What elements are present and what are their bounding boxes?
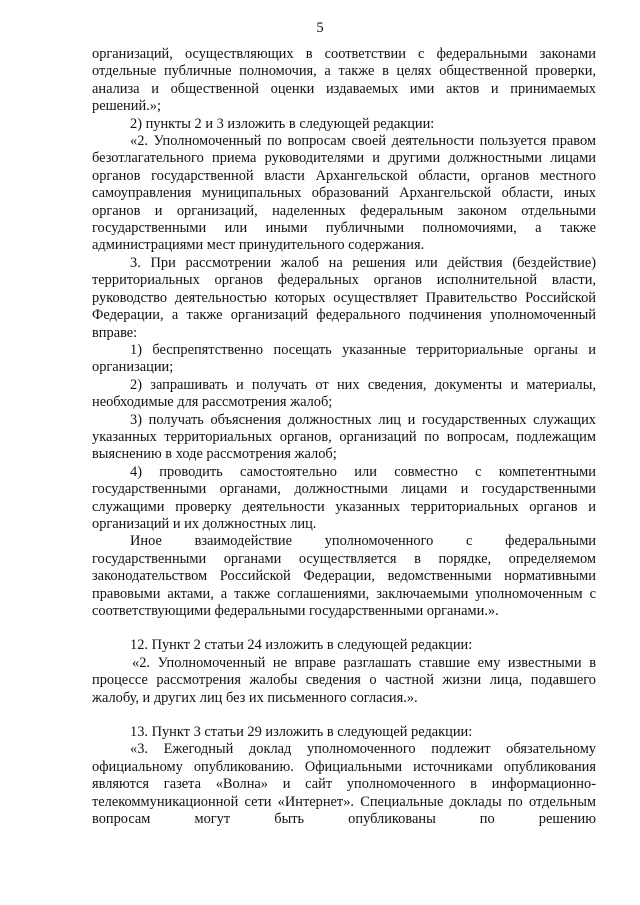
paragraph-gap bbox=[92, 620, 596, 637]
paragraph-gap bbox=[92, 707, 596, 724]
paragraph-item-12: 12. Пункт 2 статьи 24 изложить в следующей редакции: bbox=[130, 637, 473, 654]
paragraph-item-13: 13. Пункт 3 статьи 29 изложить в следующей редакции: bbox=[130, 724, 473, 741]
paragraph-subitem-1: 1) беспрепятственно посещать указанные территориальные органы и организации; bbox=[92, 341, 596, 376]
document-body bbox=[92, 46, 596, 828]
paragraph-item-12-text: «2. Уполномоченный не вправе разглашать ставшие ему известными в процессе рассмотрения жалобы сведения о частной жизни лица, подавшего жалобу, и других лиц без их письменного согласия.». bbox=[92, 654, 596, 706]
paragraph-subitem-4: 4) проводить самостоятельно или совместно с компетентными государственными органами, должностными лицами и государственными служащими проверку деятельности указанных территориальных органов и организаций и их должностных лиц. bbox=[92, 463, 596, 532]
paragraph-point-3: 3. При рассмотрении жалоб на решения или действия (бездействие) территориальных органов федеральных органов исполнительной власти, руководство деятельностью которых осуществляет Правительство Российской Федерации, а также организаций федерального подчинения уполномоченный вправе: bbox=[92, 254, 596, 341]
paragraph-point-2: «2. Уполномоченный по вопросам своей деятельности пользуется правом безотлагательного приема руководителями и другими должностными лицами органов государственной власти Архангельской области, органов местного самоуправления муниципальных образований Архангельской области, иных органов и организаций, наделенных федеральным законом отдельными государственными или иными публичными полномочиями, а также администрациями мест принудительного содержания. bbox=[92, 133, 596, 254]
paragraph-continuation: организаций, осуществляющих в соответствии с федеральными законами отдельные публичные полномочия, а также в целях общественной проверки, анализа и общественной оценки издаваемых ими актов и принимаемых решений.»; bbox=[92, 46, 596, 115]
paragraph-item-2: 2) пункты 2 и 3 изложить в следующей редакции: bbox=[130, 115, 435, 132]
page-number: 5 bbox=[316, 20, 324, 36]
paragraph-subitem-2: 2) запрашивать и получать от них сведения, документы и материалы, необходимые для рассмотрения жалоб; bbox=[92, 376, 596, 411]
paragraph-subitem-3: 3) получать объяснения должностных лиц и государственных служащих указанных территориальных органов, организаций по вопросам, подлежащим выяснению в ходе рассмотрения жалоб; bbox=[92, 411, 596, 463]
paragraph-interaction: Иное взаимодействие уполномоченного с федеральными государственными органами осуществляется в порядке, определяемом законодательством Российской Федерации, ведомственными нормативными правовыми актами, а также соглашениями, заключаемыми уполномоченным с соответствующими федеральными государственными органами.». bbox=[92, 533, 596, 619]
paragraph-item-13-text: «3. Ежегодный доклад уполномоченного подлежит обязательному официальному опубликованию. Официальными источниками опубликования являются газета «Волна» и сайт уполномоченного в информационно-телекоммуникационной сети «Интернет». Специальные доклады по отдельным вопросам могут быть опубликованы по решению bbox=[92, 741, 596, 828]
